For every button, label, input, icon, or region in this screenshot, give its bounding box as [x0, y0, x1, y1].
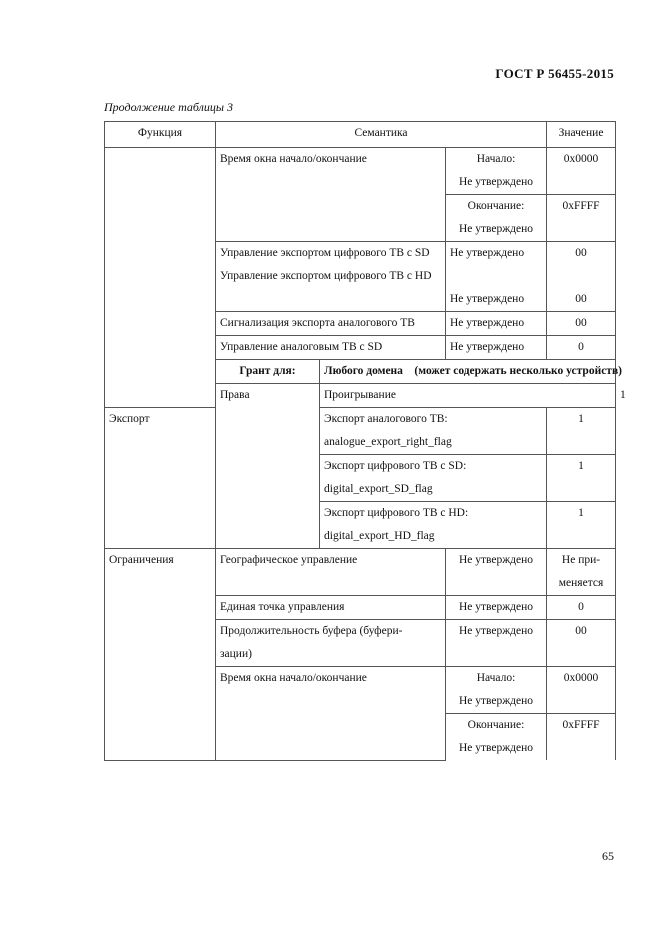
- semantic-cell: Проигрывание: [320, 384, 616, 408]
- status-cell: Не утверждено: [446, 336, 547, 360]
- semantic-cell: Управление аналоговым ТВ с SD: [216, 336, 446, 360]
- status-cell: Окончание: Не утверждено: [446, 195, 547, 242]
- value-cell: 00: [547, 620, 616, 667]
- status-cell: Начало: Не утверждено: [446, 148, 547, 195]
- semantic-cell: Время окна начало/окончание: [216, 148, 446, 242]
- table-caption: Продолжение таблицы 3: [104, 100, 234, 114]
- status-cell: Не утверждено: [446, 549, 547, 596]
- value-cell: 1: [547, 455, 616, 502]
- value-cell: 0xFFFF: [547, 195, 616, 242]
- function-rights: Права: [216, 384, 320, 549]
- status-cell: Окончание: Не утверждено: [446, 714, 547, 761]
- grant-text: Любого домена (может содержать несколько устройств): [320, 360, 616, 384]
- export-item: Экспорт цифрового ТВ с HD: digital_export_HD_flag: [320, 502, 547, 549]
- status-cell: Не утверждено Не утверждено: [446, 242, 547, 312]
- value-cell: 0x0000: [547, 148, 616, 195]
- export-item: Экспорт цифрового ТВ с SD: digital_export_SD_flag: [320, 455, 547, 502]
- value-cell: 1: [547, 502, 616, 549]
- value-cell: 00: [547, 312, 616, 336]
- col-value: Значение: [547, 122, 616, 148]
- semantic-cell: Сигнализация экспорта аналогового ТВ: [216, 312, 446, 336]
- page-number: 65: [602, 849, 614, 863]
- table-row: [105, 549, 616, 596]
- status-cell: Не утверждено: [446, 620, 547, 667]
- export-item: Экспорт аналогового ТВ: analogue_export_right_flag: [320, 408, 547, 455]
- table-header-row: [105, 122, 616, 148]
- value-cell: 0: [547, 336, 616, 360]
- table-row: [105, 408, 616, 455]
- value-cell: 0x0000: [547, 667, 616, 714]
- table-row: [105, 148, 616, 195]
- semantic-cell: Время окна начало/окончание: [216, 667, 446, 761]
- semantics-table: [104, 121, 626, 761]
- col-function: Функция: [105, 122, 216, 148]
- semantic-cell: Географическое управление: [216, 549, 446, 596]
- semantic-cell: Продолжительность буфера (буфери- зации): [216, 620, 446, 667]
- function-cell-empty: [105, 148, 216, 408]
- status-cell: Не утверждено: [446, 312, 547, 336]
- status-cell: Не утверждено: [446, 596, 547, 620]
- table-row: Права Проигрывание 1: [105, 384, 616, 408]
- value-cell: 0: [547, 596, 616, 620]
- semantic-cell: Управление экспортом цифрового ТВ с SD Управление экспортом цифрового ТВ с HD: [216, 242, 446, 312]
- col-semantics: Семантика: [216, 122, 547, 148]
- value-cell: 0xFFFF: [547, 714, 616, 761]
- grant-label: Грант для:: [216, 360, 320, 384]
- status-cell: Начало: Не утверждено: [446, 667, 547, 714]
- semantic-cell: Единая точка управления: [216, 596, 446, 620]
- value-cell: Не при- меняется: [547, 549, 616, 596]
- function-limits: Ограничения: [105, 549, 216, 761]
- standard-header: ГОСТ Р 56455-2015: [495, 66, 614, 81]
- value-cell: 00 00: [547, 242, 616, 312]
- value-cell: 1: [547, 408, 616, 455]
- export-label: Экспорт: [105, 408, 216, 549]
